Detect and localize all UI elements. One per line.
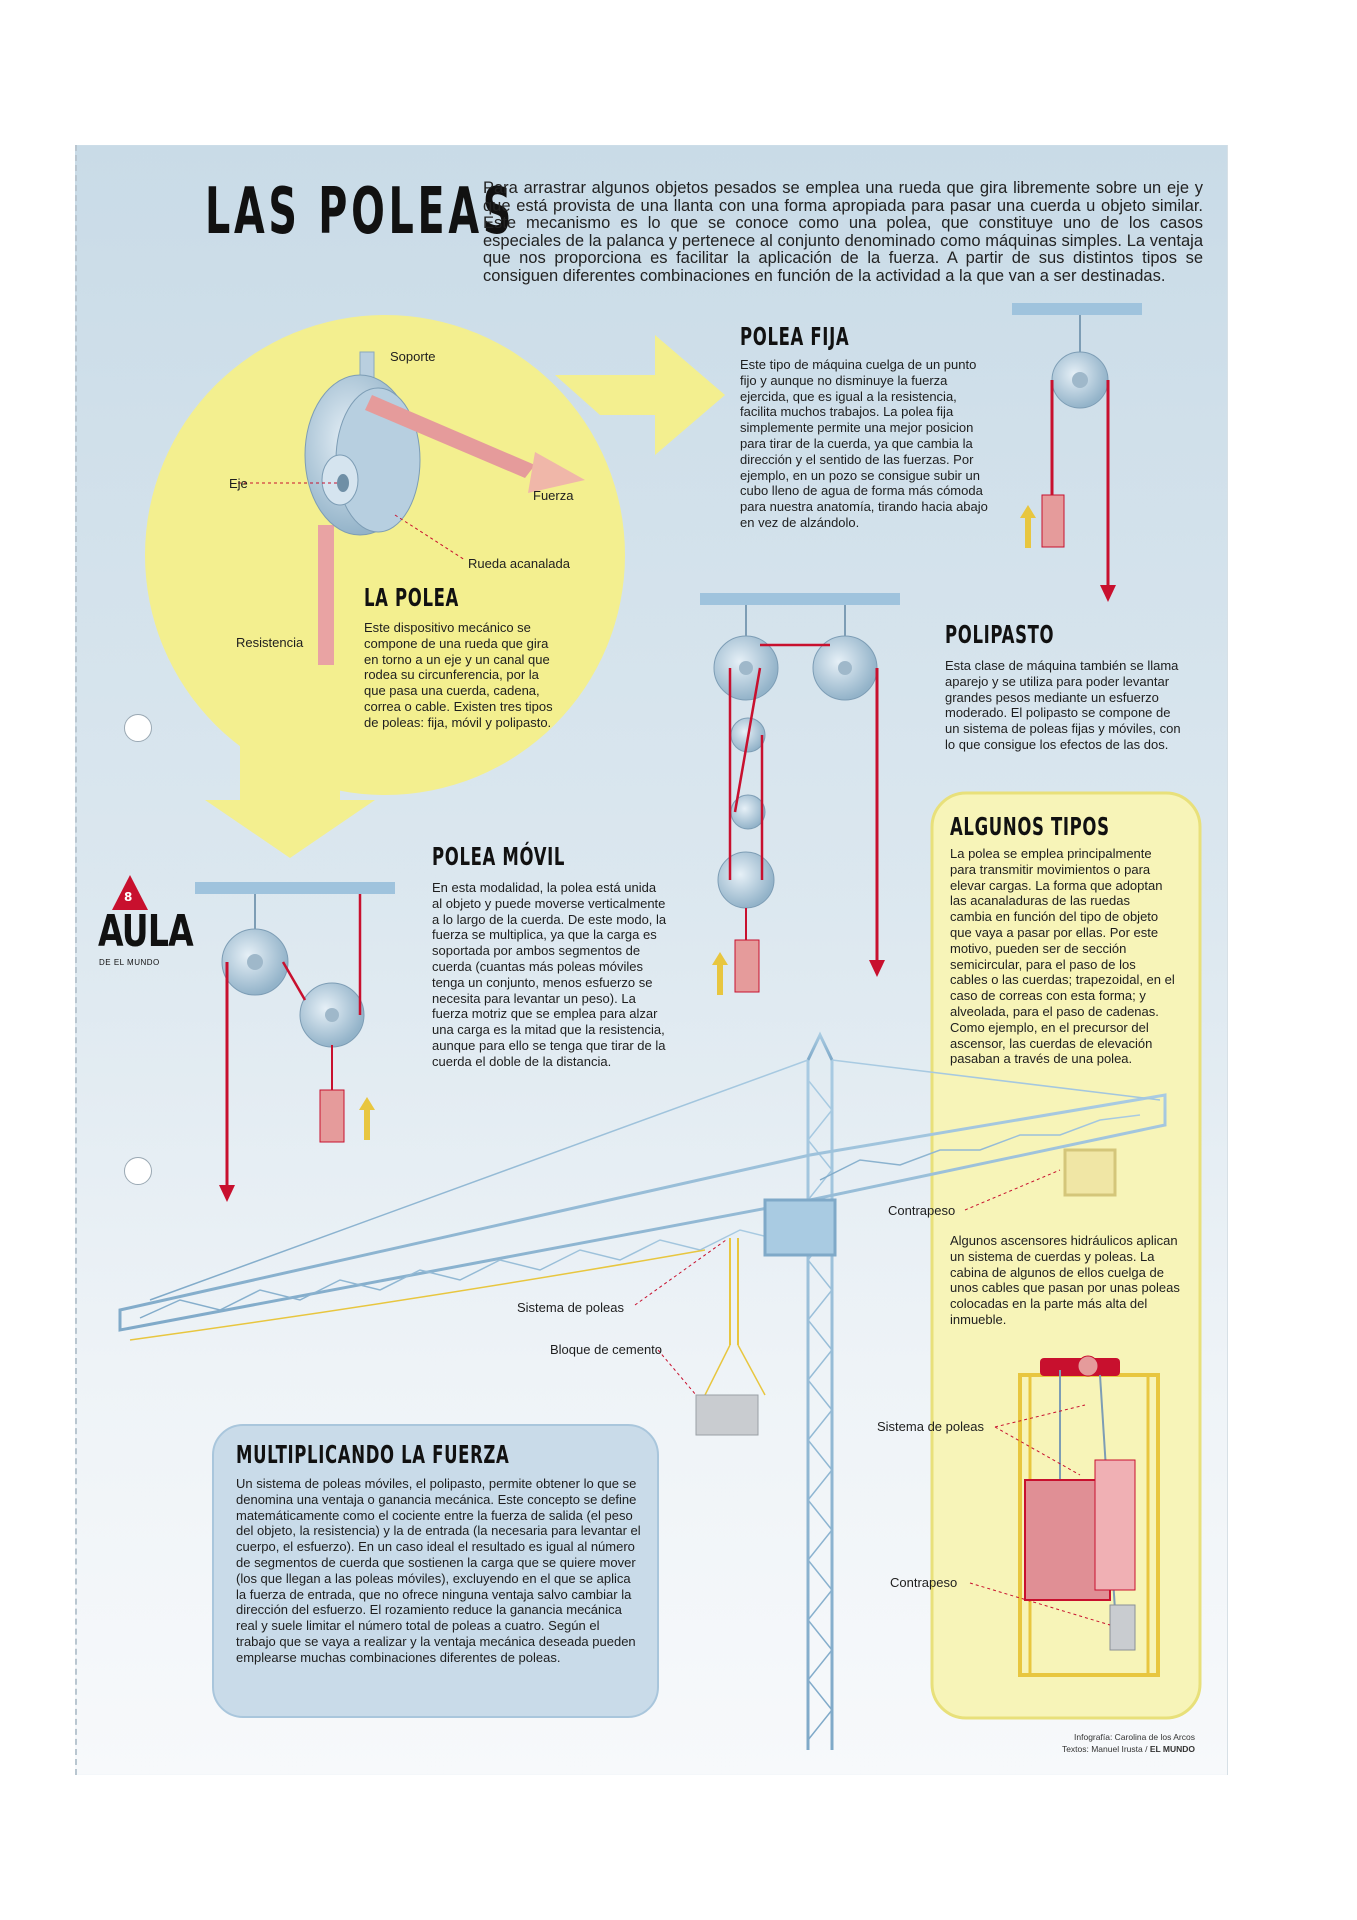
credits [985,1731,1195,1755]
text-ascensores: Algunos ascensores hidráulicos aplican un sistema de cuerdas y poleas. La cabina de algunos de ellos cuelga de unos cables que pasan por unas poleas colocadas en la parte más alta del inmueble. [950,1233,1180,1327]
text-polea-movil: En esta modalidad, la polea está unida al objeto y puede moverse verticalmente a lo largo de la cuerda. De este modo, la fuerza se multiplica, ya que la carga es soportada por ambos segmentos de cuerda (cuantas más poleas móviles tenga un conjunto, menos esfuerzo se necesita para levantar un peso). La fuerza motriz que se emplea para alzar una carga es la mitad que la resistencia, aunque para ello se tenga que tirar de la cuerda el doble de la distancia. [432,880,667,1069]
intro-paragraph: Para arrastrar algunos objetos pesados se emplea una rueda que gira libremente sobre un eje y que está provista de una llanta con una forma apropiada para pasar una cuerda u objeto similar. Este mecanismo es lo que se conoce como una polea, que constituye uno de los casos especiales de la palanca y pertenece al conjunto denominado como máquinas simples. La ventaja que nos proporciona es facilitar la aplicación de la fuerza. A partir de sus distintos tipos se consiguen diferentes combinaciones en función de la actividad a la que van a ser destinadas. [483,179,1203,285]
label-resistencia: Resistencia [236,635,304,650]
polea-movil-diagram [195,882,395,1202]
brand-logo: AULA [98,906,193,957]
credit-textos-author: Textos: Manuel Irusta / [1061,1744,1150,1754]
label-contrapeso-crane: Contrapeso [888,1203,956,1218]
heading-polipasto: POLIPASTO [945,620,1055,649]
polipasto-diagram [700,593,900,995]
credit-infografia: Infografía: Carolina de los Arcos [1074,1732,1195,1742]
label-eje: Eje [229,476,248,491]
heading-polea-movil: POLEA MÓVIL [432,842,566,871]
page-title: LAS POLEAS [205,175,516,249]
page-number: 8 [124,890,133,904]
heading-multiplicando: MULTIPLICANDO LA FUERZA [236,1440,510,1469]
label-soporte: Soporte [390,349,436,364]
polea-fija-diagram [1012,303,1142,602]
credit-textos [985,1743,1195,1755]
label-sistema-poleas-elevator: Sistema de poleas [877,1419,984,1434]
text-algunos-tipos: La polea se emplea principalmente para transmitir movimientos o para elevar cargas. La forma que adoptan las acanaladuras de las ruedas cambia en función del tipo de objeto que vaya a pasar por ellas. Por este motivo, pueden ser de sección semicircular, para el paso de los cables o las cuerdas; trapezoidal, en el caso de correas con esta forma; y alveolada, para el paso de cadenas. Como ejemplo, en el precursor del ascensor, las cuerdas de elevación pasaban a través de una polea. [950,846,1175,1067]
heading-la-polea: LA POLEA [364,583,459,612]
label-contrapeso-elevator: Contrapeso [890,1575,958,1590]
text-multiplicando: Un sistema de poleas móviles, el polipasto, permite obtener lo que se denomina una ventaja o ganancia mecánica. Este concepto se define matemáticamente como el cociente entre la fuerza de salida (el peso del objeto, la resistencia) y la de entrada (la necesaria para levantar el cuerpo, el esfuerzo). En un caso ideal el resultado es igual al número de segmentos de cuerda que sostienen la carga que se quiere mover (los que llegan a las poleas móviles), excluyendo en el que se aplica la fuerza de entrada, que no ofrece ninguna ventaja salvo cambiar la dirección del esfuerzo. El rozamiento reduce la ganancia mecánica real y suele limitar el número total de poleas a cuatro. Según el trabajo que se vaya a realizar y la ventaja mecánica deseada pueden emplearse muchas combinaciones diferentes de poleas. [236,1476,641,1665]
label-sistema-poleas-crane: Sistema de poleas [517,1300,624,1315]
text-polipasto: Esta clase de máquina también se llama aparejo y se utiliza para poder levantar grandes pesos mediante un esfuerzo moderado. El polipasto se compone de un sistema de poleas fijas y móviles, con lo que consigue los efectos de las dos. [945,658,1181,752]
brand-sub: DE EL MUNDO [99,958,160,967]
label-bloque-cemento: Bloque de cemento [550,1342,663,1357]
label-rueda-acanalada: Rueda acanalada [468,556,570,571]
heading-polea-fija: POLEA FIJA [740,322,850,351]
text-la-polea: Este dispositivo mecánico se compone de una rueda que gira en torno a un eje y un canal que rodea su circunferencia, por la que pasa una cuerda, cadena, correa o cable. Existen tres tipos de poleas: fija, móvil y polipasto. [364,620,553,730]
heading-algunos-tipos: ALGUNOS TIPOS [950,812,1110,841]
credit-paper: EL MUNDO [1149,1744,1195,1754]
label-fuerza: Fuerza [533,488,574,503]
text-polea-fija: Este tipo de máquina cuelga de un punto fijo y aunque no disminuye la fuerza ejercida, que es igual a la resistencia, facilita muchos trabajos. La polea fija simplemente permite una mejor posicion para tirar de la cuerda, ya que cambia la dirección y el sentido de las fuerzas. Por ejemplo, en un pozo se consigue subir un cubo lleno de agua de forma más cómoda para nuestra anatomía, tirando hacia abajo en vez de alzándolo. [740,357,988,530]
